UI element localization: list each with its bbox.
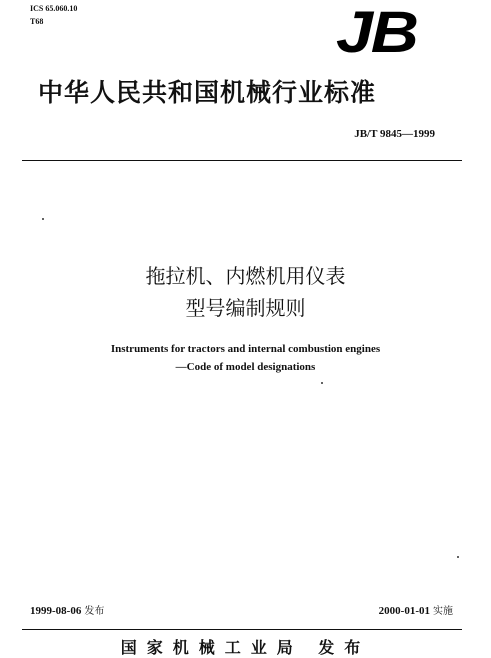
standard-category-title: 中华人民共和国机械行业标准 <box>38 78 377 107</box>
issue-date: 1999-08-06 <box>30 605 82 617</box>
document-title-zh-line1: 拖拉机、内燃机用仪表 <box>145 264 346 288</box>
jb-logo: JB <box>336 0 417 65</box>
scan-speck <box>321 382 323 384</box>
document-title-zh-line2: 型号编制规则 <box>185 296 306 320</box>
issue-label: 发布 <box>84 606 105 617</box>
classification-code: T68 <box>30 17 44 26</box>
document-title-en-line2: —Code of model designations <box>175 361 316 373</box>
implement-label: 实施 <box>433 606 453 617</box>
bottom-divider <box>22 629 462 630</box>
implement-date-block <box>379 604 453 619</box>
document-title-en-line1: Instruments for tractors and internal combustion engines <box>110 343 381 355</box>
scan-speck <box>457 556 459 558</box>
ics-code: ICS 65.060.10 <box>30 4 78 13</box>
standard-number: JB/T 9845—1999 <box>354 128 435 140</box>
publisher: 国家机械工业局 发布 <box>120 638 371 657</box>
scan-speck <box>42 218 44 220</box>
implement-date: 2000-01-01 <box>378 605 430 617</box>
issue-date-block <box>30 604 104 619</box>
top-divider <box>22 160 462 161</box>
